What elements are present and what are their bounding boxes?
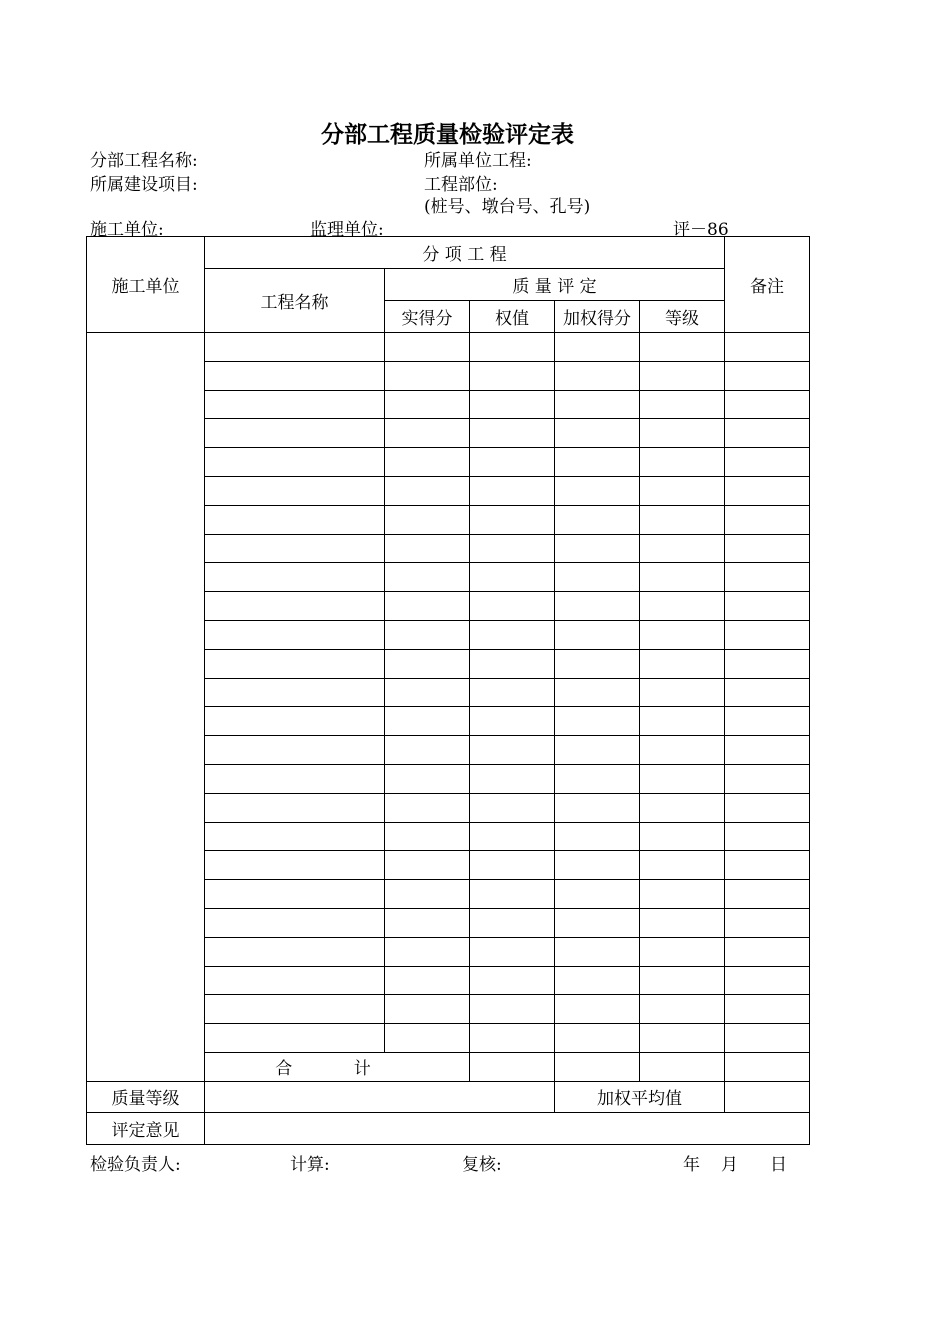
table-cell[interactable] [205, 448, 385, 477]
table-cell[interactable] [470, 937, 555, 966]
day-label: 日 [770, 1155, 787, 1175]
eval-opinion-label: 评定意见 [87, 1112, 205, 1144]
table-cell[interactable] [385, 707, 470, 736]
table-cell[interactable] [640, 995, 725, 1024]
construction-unit-cell[interactable] [87, 333, 205, 1082]
table-cell[interactable] [470, 966, 555, 995]
table-cell[interactable] [725, 822, 810, 851]
table-cell[interactable] [470, 793, 555, 822]
table-cell[interactable] [205, 908, 385, 937]
table-cell[interactable] [470, 563, 555, 592]
table-cell[interactable] [555, 534, 640, 563]
unit-project-label: 所属单位工程: [424, 151, 532, 171]
table-cell[interactable] [725, 793, 810, 822]
table-cell[interactable] [205, 333, 385, 362]
table-cell[interactable] [385, 390, 470, 419]
table-cell[interactable] [470, 707, 555, 736]
table-cell[interactable] [555, 333, 640, 362]
table-cell[interactable] [555, 736, 640, 765]
header-quality-eval: 质 量 评 定 [385, 269, 725, 301]
total-weight-cell[interactable] [470, 1052, 555, 1081]
table-cell[interactable] [205, 620, 385, 649]
table-cell[interactable] [555, 764, 640, 793]
table-cell[interactable] [640, 505, 725, 534]
table-cell[interactable] [385, 620, 470, 649]
table-cell[interactable] [725, 736, 810, 765]
table-cell[interactable] [385, 937, 470, 966]
table-cell[interactable] [640, 908, 725, 937]
evaluation-table [86, 236, 810, 1145]
location-hint: (桩号、墩台号、孔号) [424, 197, 591, 217]
table-cell[interactable] [725, 448, 810, 477]
table-cell[interactable] [640, 649, 725, 678]
table-cell[interactable] [555, 908, 640, 937]
table-cell[interactable] [470, 736, 555, 765]
table-cell[interactable] [470, 333, 555, 362]
table-cell[interactable] [725, 361, 810, 390]
table-cell[interactable] [385, 822, 470, 851]
table-cell[interactable] [470, 908, 555, 937]
table-cell[interactable] [725, 1024, 810, 1053]
table-cell[interactable] [205, 736, 385, 765]
weighted-avg-label: 加权平均值 [555, 1081, 725, 1112]
table-cell[interactable] [640, 419, 725, 448]
table-cell[interactable] [205, 764, 385, 793]
total-remarks-cell[interactable] [725, 1052, 810, 1081]
table-cell[interactable] [640, 534, 725, 563]
table-cell[interactable] [385, 333, 470, 362]
header-weight: 权值 [470, 301, 555, 333]
table-cell[interactable] [205, 707, 385, 736]
total-weighted-score-cell[interactable] [555, 1052, 640, 1081]
table-cell[interactable] [470, 620, 555, 649]
table-cell[interactable] [205, 505, 385, 534]
table-cell[interactable] [555, 880, 640, 909]
table-cell[interactable] [205, 822, 385, 851]
table-cell[interactable] [725, 534, 810, 563]
table-cell[interactable] [555, 592, 640, 621]
inspector-label: 检验负责人: [90, 1155, 181, 1175]
project-location-label: 工程部位: [424, 175, 498, 195]
table-cell[interactable] [205, 966, 385, 995]
table-cell[interactable] [555, 476, 640, 505]
table-cell[interactable] [640, 937, 725, 966]
table-cell[interactable] [385, 880, 470, 909]
table-cell[interactable] [555, 822, 640, 851]
table-cell[interactable] [555, 448, 640, 477]
header-sub-item-project: 分 项 工 程 [205, 237, 725, 269]
table-cell[interactable] [205, 1024, 385, 1053]
table-cell[interactable] [555, 419, 640, 448]
table-cell[interactable] [385, 1024, 470, 1053]
table-cell[interactable] [205, 995, 385, 1024]
table-cell[interactable] [470, 505, 555, 534]
table-cell[interactable] [725, 649, 810, 678]
table-cell[interactable] [205, 361, 385, 390]
weighted-avg-cell[interactable] [725, 1081, 810, 1112]
table-cell[interactable] [725, 908, 810, 937]
table-cell[interactable] [640, 361, 725, 390]
table-cell[interactable] [640, 1024, 725, 1053]
table-cell[interactable] [205, 534, 385, 563]
table-cell[interactable] [725, 995, 810, 1024]
table-cell[interactable] [725, 476, 810, 505]
table-cell[interactable] [725, 505, 810, 534]
table-cell[interactable] [640, 620, 725, 649]
total-grade-cell[interactable] [640, 1052, 725, 1081]
construction-project-label: 所属建设项目: [90, 175, 198, 195]
table-cell[interactable] [640, 333, 725, 362]
table-cell[interactable] [385, 448, 470, 477]
table-cell[interactable] [725, 966, 810, 995]
table-cell[interactable] [640, 851, 725, 880]
table-cell[interactable] [555, 678, 640, 707]
table-cell[interactable] [470, 361, 555, 390]
table-cell[interactable] [205, 793, 385, 822]
table-cell[interactable] [640, 678, 725, 707]
supervision-unit-label: 监理单位: [310, 220, 384, 240]
eval-opinion-cell[interactable] [205, 1112, 810, 1144]
table-cell[interactable] [640, 764, 725, 793]
table-cell[interactable] [640, 822, 725, 851]
table-cell[interactable] [555, 563, 640, 592]
table-cell[interactable] [470, 851, 555, 880]
page-title: 分部工程质量检验评定表 [321, 121, 574, 148]
quality-grade-cell[interactable] [205, 1081, 555, 1112]
table-cell[interactable] [725, 937, 810, 966]
table-cell[interactable] [725, 620, 810, 649]
table-cell[interactable] [640, 476, 725, 505]
table-cell[interactable] [385, 563, 470, 592]
header-remarks: 备注 [725, 237, 810, 333]
table-cell[interactable] [555, 1024, 640, 1053]
table-cell[interactable] [385, 361, 470, 390]
table-cell[interactable] [640, 880, 725, 909]
table-row [87, 333, 810, 362]
table-cell[interactable] [725, 764, 810, 793]
table-cell[interactable] [555, 851, 640, 880]
table-cell[interactable] [555, 505, 640, 534]
month-label: 月 [721, 1155, 738, 1175]
table-cell[interactable] [725, 707, 810, 736]
form-code: 评－86 [673, 220, 729, 240]
table-cell[interactable] [555, 707, 640, 736]
table-cell[interactable] [205, 937, 385, 966]
header-grade: 等级 [640, 301, 725, 333]
table-cell[interactable] [385, 592, 470, 621]
header-actual-score: 实得分 [385, 301, 470, 333]
table-cell[interactable] [640, 707, 725, 736]
table-cell[interactable] [470, 649, 555, 678]
table-cell[interactable] [555, 620, 640, 649]
table-cell[interactable] [640, 563, 725, 592]
table-cell[interactable] [725, 678, 810, 707]
table-cell[interactable] [555, 995, 640, 1024]
table-cell[interactable] [385, 505, 470, 534]
table-cell[interactable] [385, 534, 470, 563]
table-cell[interactable] [725, 592, 810, 621]
table-cell[interactable] [725, 419, 810, 448]
table-cell[interactable] [470, 419, 555, 448]
table-cell[interactable] [385, 736, 470, 765]
quality-grade-label: 质量等级 [87, 1081, 205, 1112]
table-cell[interactable] [725, 390, 810, 419]
table-cell[interactable] [385, 908, 470, 937]
table-cell[interactable] [470, 678, 555, 707]
table-cell[interactable] [640, 592, 725, 621]
table-cell[interactable] [725, 333, 810, 362]
table-cell[interactable] [725, 880, 810, 909]
table-cell[interactable] [555, 649, 640, 678]
table-cell[interactable] [205, 476, 385, 505]
table-cell[interactable] [205, 592, 385, 621]
table-cell[interactable] [470, 476, 555, 505]
table-cell[interactable] [470, 448, 555, 477]
table-cell[interactable] [205, 563, 385, 592]
table-cell[interactable] [205, 390, 385, 419]
table-cell[interactable] [470, 822, 555, 851]
header-construction-unit: 施工单位 [87, 237, 205, 333]
header-project-name: 工程名称 [205, 269, 385, 333]
table-cell[interactable] [640, 448, 725, 477]
table-cell[interactable] [725, 563, 810, 592]
table-cell[interactable] [640, 966, 725, 995]
table-cell[interactable] [385, 678, 470, 707]
table-cell[interactable] [640, 793, 725, 822]
table-cell[interactable] [555, 793, 640, 822]
table-cell[interactable] [205, 678, 385, 707]
table-cell[interactable] [385, 966, 470, 995]
table-cell[interactable] [385, 764, 470, 793]
table-cell[interactable] [385, 851, 470, 880]
table-cell[interactable] [640, 390, 725, 419]
table-cell[interactable] [385, 476, 470, 505]
year-label: 年 [683, 1155, 700, 1175]
review-label: 复核: [462, 1155, 502, 1175]
table-cell[interactable] [555, 937, 640, 966]
table-cell[interactable] [555, 390, 640, 419]
table-cell[interactable] [725, 851, 810, 880]
subproject-name-label: 分部工程名称: [90, 151, 198, 171]
table-cell[interactable] [470, 764, 555, 793]
table-cell[interactable] [205, 880, 385, 909]
table-cell[interactable] [385, 419, 470, 448]
table-cell[interactable] [385, 793, 470, 822]
table-cell[interactable] [470, 592, 555, 621]
table-cell[interactable] [470, 534, 555, 563]
table-cell[interactable] [470, 1024, 555, 1053]
header-weighted-score: 加权得分 [555, 301, 640, 333]
table-cell[interactable] [205, 649, 385, 678]
table-cell[interactable] [555, 361, 640, 390]
table-cell[interactable] [470, 880, 555, 909]
total-label: 合 计 [205, 1052, 470, 1081]
table-cell[interactable] [205, 851, 385, 880]
calc-label: 计算: [290, 1155, 330, 1175]
table-cell[interactable] [385, 649, 470, 678]
table-cell[interactable] [470, 995, 555, 1024]
construction-unit-label: 施工单位: [90, 220, 164, 240]
table-cell[interactable] [385, 995, 470, 1024]
table-cell[interactable] [640, 736, 725, 765]
table-cell[interactable] [470, 390, 555, 419]
table-cell[interactable] [205, 419, 385, 448]
table-cell[interactable] [555, 966, 640, 995]
